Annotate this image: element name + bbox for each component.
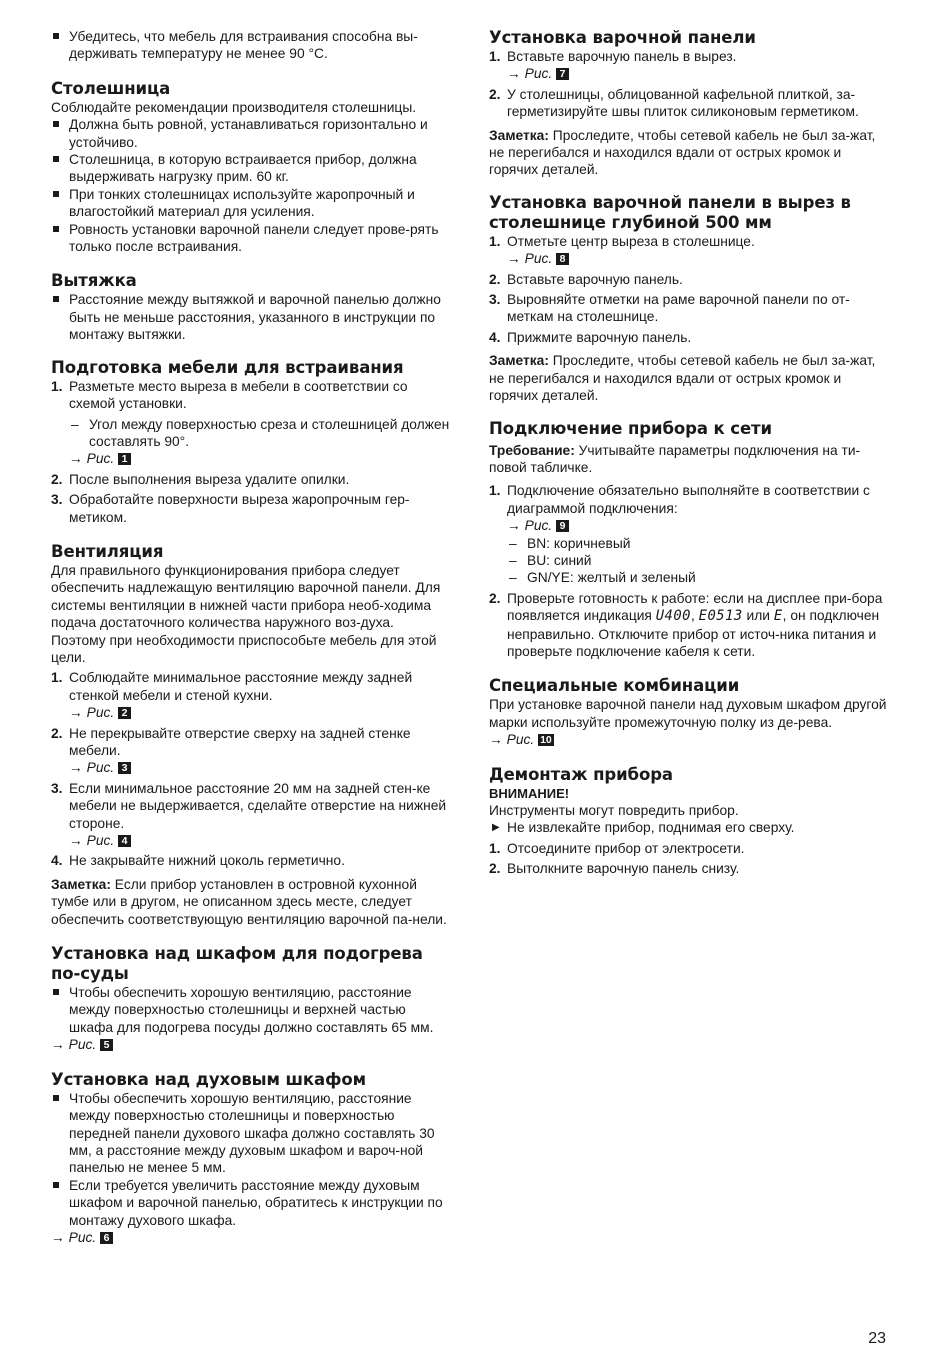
figure-reference: → Рис. 10 xyxy=(489,732,552,748)
list-item: Ровность установки варочной панели следует прове-рять только после встраивания. xyxy=(51,221,451,256)
section-title: Установка над духовым шкафом xyxy=(51,1069,366,1089)
list-item: 2. Проверьте готовность к работе: если на дисплее при-бора появляется индикация U400, E0513 или E, он подключен неправильно. Отключите прибор от источ-ника питания и проверьте подключение кабеля к сети. xyxy=(489,590,883,659)
list-item: 1. Отметьте центр выреза в столешнице. xyxy=(489,233,755,249)
list-item: 1. Отсоедините прибор от электросети. xyxy=(489,840,745,856)
list-item: 2. После выполнения выреза удалите опилки. xyxy=(51,471,350,487)
section-title: Установка над шкафом для подогрева по-суды xyxy=(51,944,423,984)
bullet-icon xyxy=(53,121,59,127)
bullet-icon xyxy=(53,296,59,302)
list-item: – BU: синий xyxy=(509,552,592,568)
list-item: 1. Вставьте варочную панель в вырез. xyxy=(489,49,737,64)
bullet-icon xyxy=(53,1182,59,1188)
triangle-icon: ▶ xyxy=(492,822,500,834)
list-item: 3. Выровняйте отметки на раме варочной панели по от-меткам на столешнице. xyxy=(489,292,850,325)
list-item: Чтобы обеспечить хорошую вентиляцию, расстояние между поверхностью столешницы и верхней частью шкафа для подогрева посуды должно составлять 65 мм. xyxy=(51,984,451,1036)
list-item: При тонких столешницах используйте жаропрочный и влагостойкий материал для усиления. xyxy=(51,186,451,221)
bullet-icon xyxy=(53,226,59,232)
section-install-500 xyxy=(489,193,894,405)
list-item: Если требуется увеличить расстояние между духовым шкафом и варочной панелью, обратитесь к инструкции по монтажу духового шкафа. xyxy=(51,1177,451,1229)
section-special xyxy=(489,676,894,748)
paragraph: Соблюдайте рекомендации производителя столешницы. xyxy=(51,99,417,115)
list-item: 1. Разметьте место выреза в мебели в соответствии со схемой установки. xyxy=(51,378,408,412)
section-title: Демонтаж прибора xyxy=(489,764,673,784)
paragraph: Инструменты могут повредить прибор. xyxy=(489,803,739,818)
list-item: 3. Если минимальное расстояние 20 мм на задней стен-ке мебели не выдерживается, сделайте отверстие на нижней стороне. xyxy=(51,780,447,831)
note: Заметка: Проследите, чтобы сетевой кабель не был за-жат, не перегибался и находился вдали от острых кромок и горячих деталей. xyxy=(489,127,876,178)
list-item: 2. Вставьте варочную панель. xyxy=(489,271,683,287)
section-title: Вытяжка xyxy=(51,271,137,291)
figure-reference: → Рис. 8 xyxy=(489,250,894,267)
bullet-icon xyxy=(53,156,59,162)
list-item: – BN: коричневый xyxy=(509,535,631,551)
note: Заметка: Если прибор установлен в островной кухонной тумбе или в другом, не описанном здесь месте, следует обеспечить соответствующую вентиляцию варочной па-нели. xyxy=(51,876,447,927)
list-item: 2. Не перекрывайте отверстие сверху на задней стенке мебели. xyxy=(51,725,411,758)
figure-reference: → Рис. 7 xyxy=(489,65,894,82)
figure-reference: → Рис. 9 xyxy=(489,517,894,534)
bullet-icon xyxy=(53,191,59,197)
list-item: 2. Вытолкните варочную панель снизу. xyxy=(489,861,740,877)
section-countertop xyxy=(51,79,451,256)
list-item: Столешница, в которую встраивается прибор, должна выдерживать нагрузку прим. 60 кг. xyxy=(51,151,451,186)
list-item: 1. Подключение обязательно выполняйте в соответствии с диаграммой подключения: xyxy=(489,483,870,516)
bullet-icon xyxy=(53,1095,59,1101)
note: Заметка: Проследите, чтобы сетевой кабель не был за-жат, не перегибался и находился вдали от острых кромок и горячих деталей. xyxy=(489,353,876,404)
section-warming-drawer xyxy=(51,944,451,1054)
list-item: 4. Не закрывайте нижний цоколь герметично. xyxy=(51,853,345,869)
section-title: Установка варочной панели xyxy=(489,28,756,47)
figure-reference: → Рис. 3 xyxy=(51,759,451,776)
paragraph: Для правильного функционирования прибора следует обеспечить надлежащую вентиляцию варочной панели. Для системы вентиляции в нижней части прибора необ-ходима подача достаточного количества наружного воз-духа. Поэтому при необходимости приспособьте мебель для этой цели. xyxy=(51,562,441,665)
section-power xyxy=(489,419,894,661)
section-oven xyxy=(51,1070,451,1247)
list-item: – GN/YE: желтый и зеленый xyxy=(509,570,696,586)
section-title: Специальные комбинации xyxy=(489,676,740,696)
page-number: 23 xyxy=(868,1330,886,1347)
figure-reference: → Рис. 4 xyxy=(51,832,451,849)
section-furniture-prep xyxy=(51,358,451,526)
figure-reference: → Рис. 1 xyxy=(51,450,451,467)
list-item: 3. Обработайте поверхности выреза жаропрочным гер-метиком. xyxy=(51,492,410,525)
display-code: E xyxy=(773,608,783,625)
list-item: Чтобы обеспечить хорошую вентиляцию, расстояние между поверхностью столешницы и поверхностью передней панели духового шкафа должно составлять 30 мм, а расстояние между духовым шкафом и вароч-ной панелью не менее 5 мм. xyxy=(51,1090,451,1177)
list-item: 4. Прижмите варочную панель. xyxy=(489,329,692,345)
list-item: ▶ Не извлекайте прибор, поднимая его сверху. xyxy=(492,820,795,836)
bullet-icon xyxy=(53,989,59,995)
right-column xyxy=(489,28,894,878)
section-title: Установка варочной панели в вырез в столешнице глубиной 500 мм xyxy=(489,192,851,232)
section-title: Подключение прибора к сети xyxy=(489,418,772,438)
section-removal xyxy=(489,765,894,878)
display-code: E0513 xyxy=(698,608,743,625)
figure-reference: → Рис. 2 xyxy=(51,704,451,721)
list-item: Убедитесь, что мебель для встраивания способна вы-держивать температуру не менее 90 °C. xyxy=(51,28,451,63)
list-item: Должна быть ровной, устанавливаться горизонтально и устойчиво. xyxy=(51,116,451,151)
requirement: Требование: Учитывайте параметры подключения на ти-повой табличке. xyxy=(489,442,861,475)
display-code: U400 xyxy=(655,608,691,625)
figure-reference: → Рис. 5 xyxy=(51,1036,451,1053)
list-item: 1. Соблюдайте минимальное расстояние между задней стенкой мебели и стеной кухни. xyxy=(51,670,413,703)
section-title: Подготовка мебели для встраивания xyxy=(51,357,404,377)
list-item: Расстояние между вытяжкой и варочной панелью должно быть не меньше расстояния, указанного в инструкции по монтажу вытяжки. xyxy=(51,291,451,343)
section-hood xyxy=(51,271,451,343)
bullet-icon xyxy=(53,33,59,39)
section-title: Столешница xyxy=(51,78,171,98)
section-title: Вентиляция xyxy=(51,541,164,561)
list-item: – Угол между поверхностью среза и столешницей должен составлять 90°. xyxy=(71,416,450,449)
section-install xyxy=(489,28,894,179)
left-column xyxy=(51,28,451,1246)
caution-label: ВНИМАНИЕ! xyxy=(489,785,570,801)
list-item: 2. У столешницы, облицованной кафельной плиткой, за-герметизируйте швы плиток силиконовым герметиком. xyxy=(489,86,859,120)
paragraph: При установке варочной панели над духовым шкафом другой марки используйте промежуточную полку из де-рева. xyxy=(489,697,887,730)
section-ventilation xyxy=(51,542,451,928)
figure-reference: → Рис. 6 xyxy=(51,1229,451,1246)
